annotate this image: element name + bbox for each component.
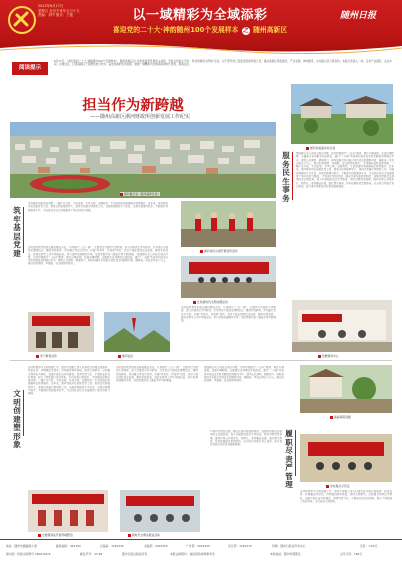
footer-item: 发行部：3222370 [228, 544, 252, 548]
photo-caption: 淅河村民小组开展宣传活动 [200, 249, 238, 253]
reading-tip [12, 60, 392, 82]
party-emblem-icon [5, 3, 39, 37]
body-column-bottom-right: 该所积极参与文明创建工作，组织干部职工深入村湾社区开展志愿服务、政策宣讲、环境整治等活动，持续推进移风易俗，倡导文明新风。以创建文明单位为契机，加强干部队伍作风建设，营造风清气正、干事创业的良好氛围，树立了财政部门良好形象，多次获得上级表彰。 [300, 490, 392, 503]
section-rule [23, 390, 24, 436]
photo-caption: 学习教育活动 [36, 354, 57, 358]
reading-tip-badge: 阅读提示 [12, 62, 48, 75]
footer-item: 邮发代号：37-98 [80, 552, 103, 556]
footer-item: 广告部：3222365 [186, 544, 210, 548]
footer-item: 定价：1.00元 [360, 544, 378, 548]
footer-item: 随州日报社版权所有 [122, 552, 148, 556]
environment-cleanup-photo [28, 490, 108, 532]
masthead [0, 0, 402, 56]
article-subtitle: ——随州高新区淅河财政所创新发展工作纪实 [89, 114, 190, 120]
section-heading-services: 服务民生事务 [282, 151, 290, 203]
footer-item: 印刷：随州日报社印务中心 [272, 544, 306, 548]
photo-caption: 党群服务中心 [318, 354, 339, 358]
practice-station-photo [120, 490, 200, 532]
revitalization-photo [300, 434, 392, 482]
photo-caption: 乡村振兴示范点 [326, 484, 350, 488]
pavilion-photo-caption: 淅河村美丽乡村全景 [306, 146, 335, 150]
edition-info [38, 4, 80, 18]
reading-tip-text: 6月17日，“喜迎党的二十大 神韵随州100个发展样本”，随州高新区以“全市高质量发展的主战场、开放合作的主平台、科技创新的主阵地”定位，以干部作风之变促进营商环境之优，推动高新区项目建设、产业发展、城市建设、乡村振兴迈上新台阶。本报记者深入一线，走访产业园区、企业车间、村湾社区，记录高新区干部群众担当作为、奋发进取的生动实践，展现一域精彩为全域添彩的时代答卷，敬请关注。 [54, 60, 392, 67]
section-heading-party: 筑牢基层党建 [13, 206, 21, 258]
body-column-management: 严格执行财经纪律，健全完善内部控制制度，加强对财政资金使用的全过程监管。深入开展财政资金专项检查，规范村级财务管理，推动村务公开常态化、制度化。坚持廉洁自律，强化警示教育，筑牢拒腐防变思想防线，以实际行动践行初心使命，奋力谱写高新区高质量发展新篇章。 [210, 430, 282, 447]
body-column-intro: 走进随州高新区淅河镇，一幅产业兴旺、生态宜居、乡风文明、治理有效、生活富裕的美丽画卷正徐徐展开。近年来，淅河财政所在高新区党工委、管委会的坚强领导下，坚持以党建引领财政工作，以服务保障民生为宗旨，以规范管理为抓手，不断提升财政服务水平，为全区经济社会发展提供了坚实的财力保障。 [28, 202, 168, 212]
newspaper-logo [340, 3, 394, 21]
body-column-civilization-3: 围绕群众关心的热点难点问题，该所积极推行“一站式”服务，简化办事流程，压缩办理时限。全面落实各项惠农补贴政策，通过“一卡通”系统将补贴资金及时足额发放到群众手中，做到公开透明、精准到户。同时加强对乡村振兴项目资金的跟踪问效，确保每一笔资金用在刀刃上，群众的获得感、幸福感、安全感持续提升。 [204, 366, 284, 383]
photo-caption: 淅河社区 [118, 354, 133, 358]
section-heading-civilization: 文明创建塑形象 [13, 389, 21, 449]
body-column-civilization-2: 该所始终把党的政治建设摆在首位，认真落实“三会一课”、主题党日等组织生活制度，深入开展党史学习教育，引导党员干部坚定理想信念、锤炼党性修养。所内建立党员示范岗，开展“亮身份、作表率”活动，党员干部在财政资金监管、惠民补贴发放、政府采购等工作中冲锋在前，切实发挥先锋模范作用，基层党组织战斗堡垒作用不断增强。 [116, 366, 198, 383]
footer-item: 国内统一连续出版物号 CN42-0076 [6, 552, 51, 556]
section-rule [292, 152, 293, 200]
subhead-index: 之 [242, 27, 249, 34]
logo-text: 随州日报 [340, 11, 377, 21]
aerial-photo-caption: 淅河镇全景（随州高新区供） [120, 192, 160, 196]
edition-date: 2022年6月17日 [38, 4, 64, 8]
footer-item: 采编部：3222352 [144, 544, 168, 548]
article-title: 担当作为新跨越 [82, 97, 184, 114]
footer-item: 全年订价：180元 [340, 552, 363, 556]
subhead-series: 喜迎党的二十大·神韵随州100个发展样本 [112, 26, 239, 34]
aerial-town-photo [10, 122, 276, 198]
volunteer-activity-photo [181, 201, 276, 247]
village-pavilion-photo [291, 84, 393, 144]
body-column-middle: 该所始终把党的政治建设摆在首位，认真落实“三会一课”、主题党日等组织生活制度，深入开展党史学习教育，引导党员干部坚定理想信念、锤炼党性修养。所内建立党员示范岗，开展“亮身份、作表率”活动，党员干部在财政资金监管、惠民补贴发放、政府采购等工作中冲锋在前，切实发挥先锋模范作用，基层党组织战斗堡垒作用不断增强。 [181, 306, 276, 323]
civilization-activity-photo [181, 256, 276, 298]
body-column-right: 围绕群众关心的热点难点问题，该所积极推行“一站式”服务，简化办事流程，压缩办理时限。全面落实各项惠农补贴政策，通过“一卡通”系统将补贴资金及时足额发放到群众手中，做到公开透明、精准到户。同时加强对乡村振兴项目资金的跟踪问效，确保每一笔资金用在刀刃上，群众的获得感、幸福感、安全感持续提升。 走进随州高新区淅河镇，一幅产业兴旺、生态宜居、乡风文明、治理有效、生活富裕的美丽画卷正徐徐展开。近年来，淅河财政所在高新区党工委、管委会的坚强领导下，坚持以党建引领财政工作，以服务保障民生为宗旨，以规范管理为抓手，不断提升财政服务水平，为全区经济社会发展提供了坚实的财力保障。 严格执行财经纪律，健全完善内部控制制度，加强对财政资金使用的全过程监管。深入开展财政资金专项检查，规范村级财务管理，推动村务公开常态化、制度化。坚持廉洁自律，强化警示教育，筑牢拒腐防变思想防线，以实际行动践行初心使命，奋力谱写高新区高质量发展新篇章。 [296, 152, 394, 188]
section-rule [23, 207, 24, 253]
courtyard-photo [300, 365, 392, 413]
footer-item: 邮政编码：441300 [56, 544, 81, 548]
section-rule [295, 430, 296, 476]
edition-lunar: 星期五 农历壬寅年五月十九 [38, 8, 80, 13]
body-column-civilization: 该所积极参与文明创建工作，组织干部职工深入村湾社区开展志愿服务、政策宣讲、环境整治等活动，持续推进移风易俗，倡导文明新风。以创建文明单位为契机，加强干部队伍作风建设，营造风清气正、干事创业的良好氛围，树立了财政部门良好形象，多次获得上级表彰。 走进随州高新区淅河镇，一幅产业兴旺、生态宜居、乡风文明、治理有效、生活富裕的美丽画卷正徐徐展开。近年来，淅河财政所在高新区党工委、管委会的坚强领导下，坚持以党建引领财政工作，以服务保障民生为宗旨，以规范管理为抓手，不断提升财政服务水平，为全区经济社会发展提供了坚实的财力保障。 [28, 366, 110, 396]
footer-item: 地址：随州市擂鼓墩大道 [6, 544, 37, 548]
subhead-region: 随州高新区 [253, 26, 288, 34]
photo-caption: 志愿服务队开展环境整治 [38, 533, 73, 537]
footer-item: 本报法律顾问：湖北楚韵律师事务所 [170, 552, 215, 556]
header-wave-decoration [0, 40, 402, 56]
edition-editors: 责编：刘中 版式：王艳 [38, 13, 73, 18]
footer-item: 本报地址：随州市曾都区 [270, 552, 301, 556]
photo-caption: 红色新时代文明实践活动 [193, 300, 228, 304]
photo-caption: 新时代文明实践站活动 [128, 533, 160, 537]
service-center-photo [292, 300, 392, 352]
study-session-photo [28, 312, 94, 352]
series-subhead [75, 24, 325, 35]
page-headline: 以一域精彩为全域添彩 [132, 8, 268, 23]
section-heading-management: 履职尽责严管理 [285, 429, 293, 489]
divider [10, 360, 392, 361]
page-footer [0, 539, 402, 569]
body-column-party: 该所始终把党的政治建设摆在首位，认真落实“三会一课”、主题党日等组织生活制度，深入开展党史学习教育，引导党员干部坚定理想信念、锤炼党性修养。所内建立党员示范岗，开展“亮身份、作表率”活动，党员干部在财政资金监管、惠民补贴发放、政府采购等工作中冲锋在前，切实发挥先锋模范作用，基层党组织战斗堡垒作用不断增强。 围绕群众关心的热点难点问题，该所积极推行“一站式”服务，简化办事流程，压缩办理时限。全面落实各项惠农补贴政策，通过“一卡通”系统将补贴资金及时足额发放到群众手中，做到公开透明、精准到户。同时加强对乡村振兴项目资金的跟踪问效，确保每一笔资金用在刀刃上，群众的获得感、幸福感、安全感持续提升。 [28, 246, 168, 266]
community-photo [104, 312, 170, 352]
photo-caption: 美丽庭院创建 [330, 415, 351, 419]
footer-item: 总编室：3222345 [100, 544, 124, 548]
